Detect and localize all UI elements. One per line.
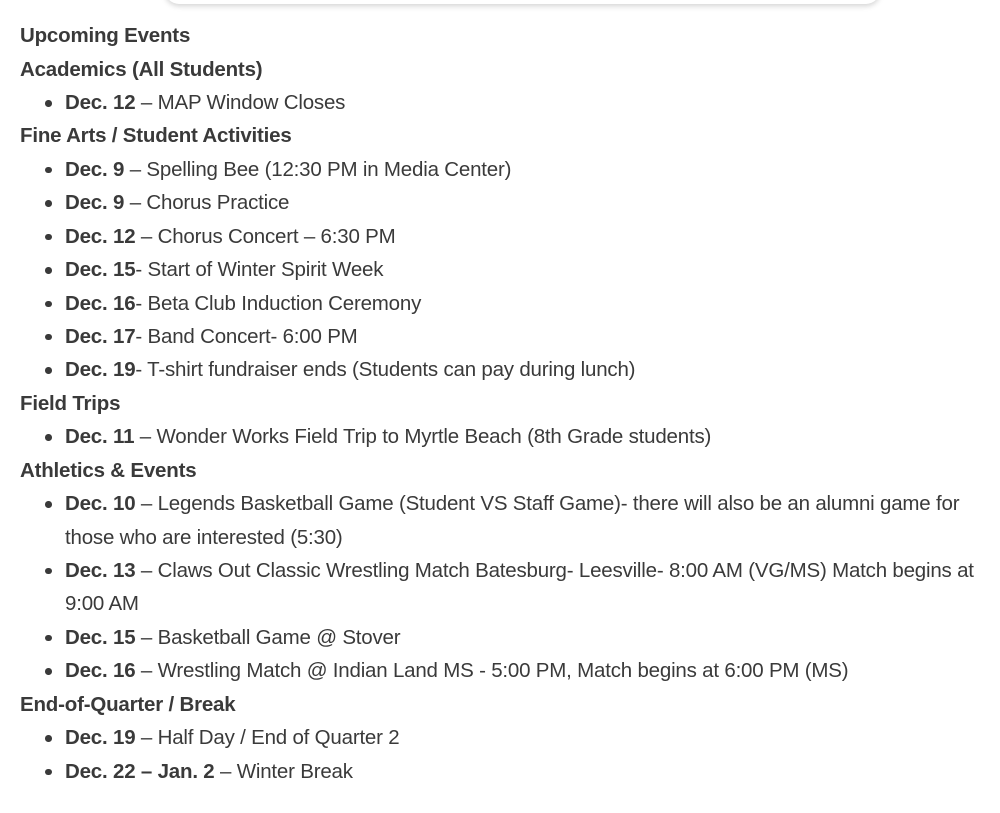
- list-item: [65, 721, 980, 754]
- event-date: Dec. 19: [65, 726, 136, 750]
- list-item: [65, 153, 980, 186]
- event-text: Beta Club Induction Ceremony: [147, 291, 422, 315]
- event-text: Legends Basketball Game (Student VS Staff Game)- there will also be an alumni game for those who are interested (5:30): [65, 492, 960, 549]
- event-date: Dec. 16: [65, 291, 136, 315]
- event-separator: -: [135, 324, 148, 348]
- event-date: Dec. 12: [65, 224, 136, 248]
- event-list-field-trips: [20, 420, 980, 453]
- event-date: Dec. 17: [65, 324, 136, 348]
- section-heading-field-trips: Field Trips: [20, 391, 121, 415]
- list-item: [65, 320, 980, 353]
- event-separator: –: [134, 425, 157, 449]
- list-item: [65, 755, 980, 788]
- top-card-edge: [165, 0, 880, 4]
- list-item: [65, 253, 980, 286]
- event-separator: -: [135, 358, 148, 382]
- section-heading-fine-arts: Fine Arts / Student Activities: [20, 124, 292, 148]
- event-separator: –: [135, 91, 158, 114]
- event-list-athletics: [20, 487, 980, 687]
- event-separator: –: [135, 726, 158, 750]
- event-text: Winter Break: [236, 759, 353, 783]
- list-item: [65, 654, 980, 687]
- event-text: Chorus Practice: [146, 191, 290, 215]
- event-separator: -: [135, 291, 148, 315]
- event-text: Start of Winter Spirit Week: [147, 258, 384, 282]
- event-separator: –: [135, 558, 158, 582]
- list-item: [65, 86, 980, 119]
- event-date: Dec. 22 – Jan. 2: [65, 759, 215, 783]
- event-text: Wrestling Match @ Indian Land MS - 5:00 PM, Match begins at 6:00 PM (MS): [157, 659, 849, 683]
- event-separator: –: [124, 157, 147, 181]
- event-date: Dec. 19: [65, 358, 136, 382]
- list-item: [65, 353, 980, 386]
- event-text: T-shirt fundraiser ends (Students can pay during lunch): [147, 358, 636, 382]
- event-separator: -: [135, 258, 148, 282]
- event-text: Band Concert- 6:00 PM: [147, 324, 358, 348]
- event-separator: –: [135, 625, 158, 649]
- list-item: [65, 621, 980, 654]
- event-list-end-of-quarter: [20, 721, 980, 788]
- list-item: [65, 287, 980, 320]
- event-text: Claws Out Classic Wrestling Match Batesburg- Leesville- 8:00 AM (VG/MS) Match begins at 9:00 AM: [65, 558, 974, 616]
- events-content: [20, 19, 980, 788]
- event-list-academics: [20, 86, 980, 119]
- event-text: Basketball Game @ Stover: [157, 625, 401, 649]
- list-item: [65, 220, 980, 253]
- event-date: Dec. 9: [65, 191, 125, 215]
- event-date: Dec. 15: [65, 258, 136, 282]
- event-text: Half Day / End of Quarter 2: [157, 726, 400, 750]
- page-title: Upcoming Events: [20, 24, 191, 47]
- section-heading-academics: Academics (All Students): [20, 57, 263, 81]
- event-separator: –: [135, 659, 158, 683]
- event-list-fine-arts: [20, 153, 980, 387]
- event-text: Spelling Bee (12:30 PM in Media Center): [146, 157, 512, 181]
- event-separator: –: [124, 191, 147, 215]
- event-date: Dec. 9: [65, 157, 125, 181]
- list-item: [65, 487, 980, 554]
- list-item: [65, 186, 980, 219]
- event-text: MAP Window Closes: [157, 91, 346, 114]
- section-heading-end-of-quarter: End-of-Quarter / Break: [20, 692, 236, 716]
- event-date: Dec. 10: [65, 492, 136, 516]
- event-separator: –: [135, 224, 158, 248]
- list-item: [65, 554, 980, 621]
- event-date: Dec. 12: [65, 91, 136, 114]
- list-item: [65, 420, 980, 453]
- event-date: Dec. 13: [65, 558, 136, 582]
- section-heading-athletics: Athletics & Events: [20, 458, 197, 482]
- event-date: Dec. 15: [65, 625, 136, 649]
- event-text: Wonder Works Field Trip to Myrtle Beach (8th Grade students): [156, 425, 712, 449]
- event-date: Dec. 11: [65, 425, 135, 449]
- event-separator: –: [135, 492, 158, 516]
- event-date: Dec. 16: [65, 659, 136, 683]
- event-text: Chorus Concert – 6:30 PM: [157, 224, 396, 248]
- event-separator: –: [214, 759, 237, 783]
